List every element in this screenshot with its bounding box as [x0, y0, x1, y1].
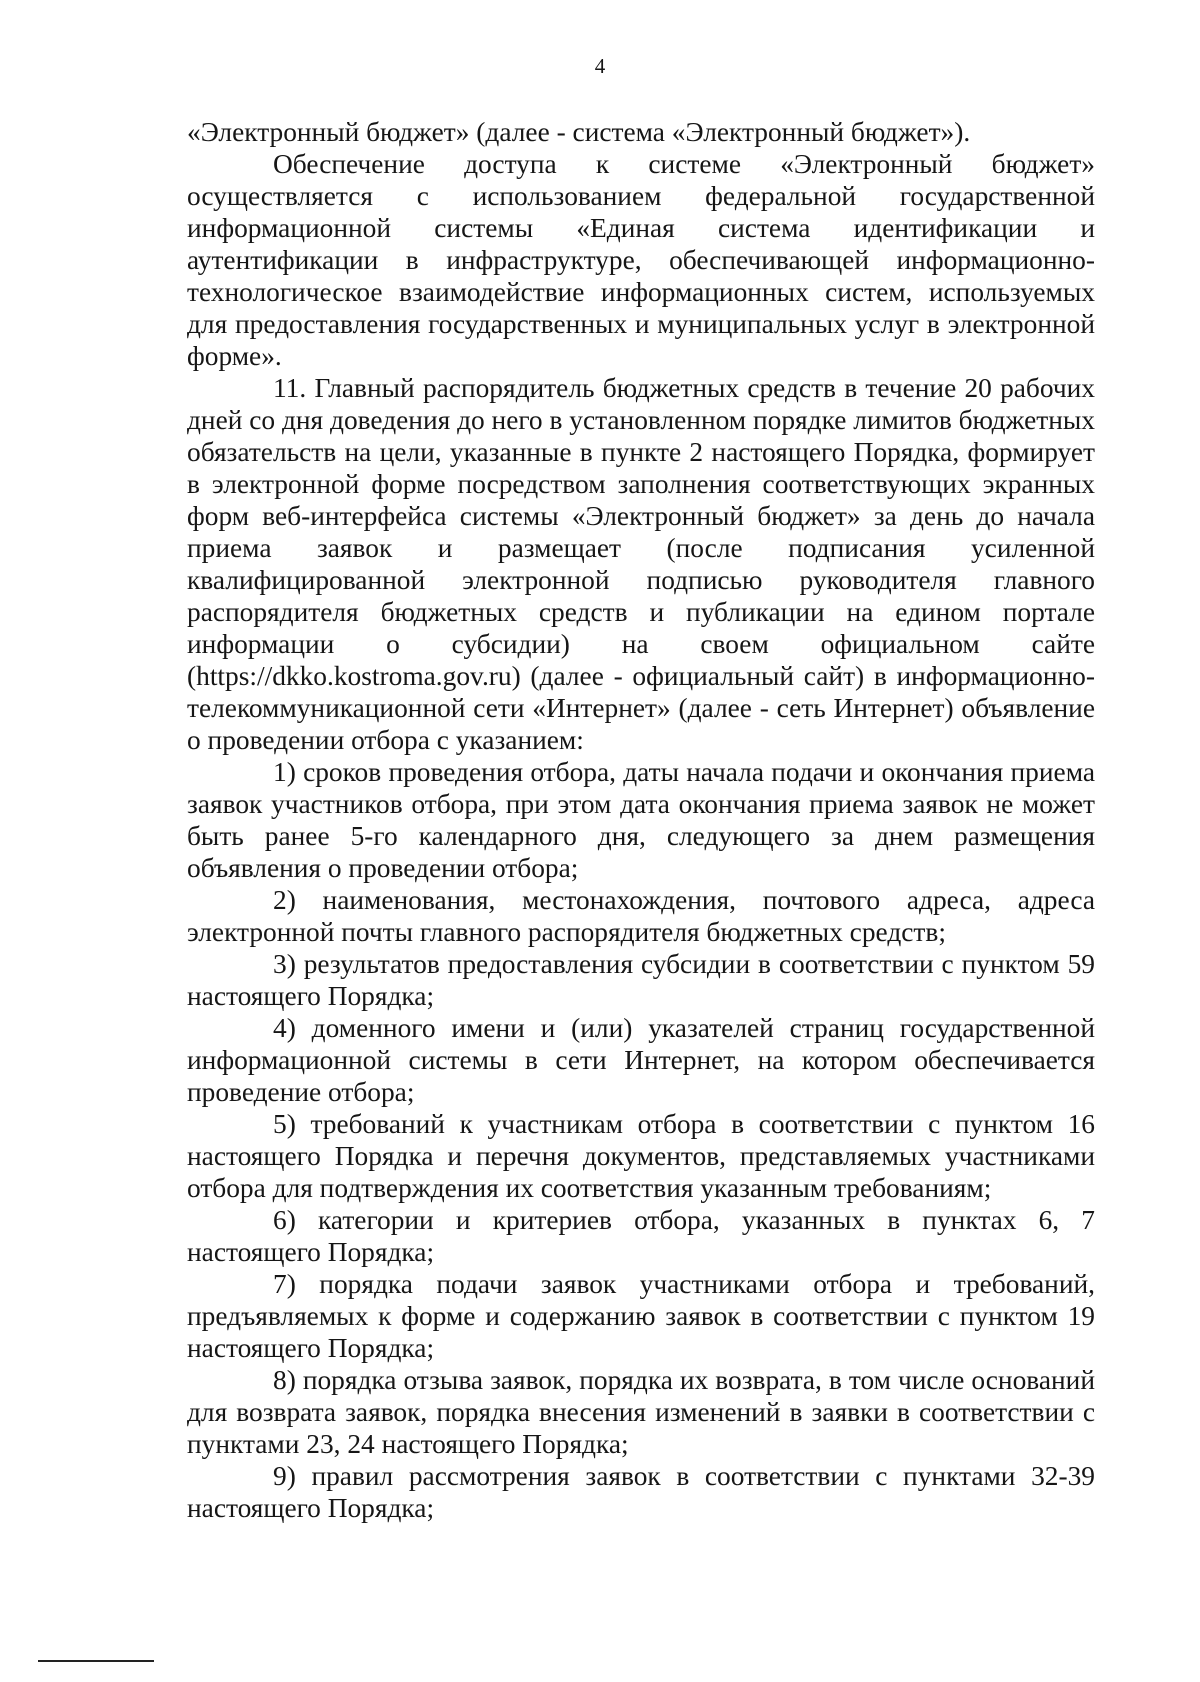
- page-number: 4: [594, 54, 606, 78]
- paragraph-access: Обеспечение доступа к системе «Электронный бюджет» осуществляется с использованием федеральной государственной информационной системы «Единая система идентификации и аутентификации в инфраструктуре, обеспечивающей информационно-технологическое взаимодействие информационных систем, используемых для предоставления государственных и муниципальных услуг в электронной форме».: [187, 149, 1095, 371]
- list-item-8: 8) порядка отзыва заявок, порядка их возврата, в том числе оснований для возврата заявок, порядка внесения изменений в заявки в соответствии с пунктами 23, 24 настоящего Порядка;: [187, 1365, 1095, 1459]
- list-item-5: 5) требований к участникам отбора в соответствии с пунктом 16 настоящего Порядка и перечня документов, представляемых участниками отбора для подтверждения их соответствия указанным требованиям;: [187, 1109, 1095, 1203]
- paragraph-item-11: 11. Главный распорядитель бюджетных средств в течение 20 рабочих дней со дня доведения до него в установленном порядке лимитов бюджетных обязательств на цели, указанные в пункте 2 настоящего Порядка, формирует в электронной форме посредством заполнения соответствующих экранных форм веб-интерфейса системы «Электронный бюджет» за день до начала приема заявок и размещает (после подписания усиленной квалифицированной электронной подписью руководителя главного распорядителя бюджетных средств и публикации на едином портале информации о субсидии) на своем официальном сайте (https://dkko.kostroma.gov.ru) (далее - официальный сайт) в информационно-телекоммуникационной сети «Интернет» (далее - сеть Интернет) объявление о проведении отбора с указанием:: [187, 373, 1095, 755]
- list-item-9: 9) правил рассмотрения заявок в соответствии с пунктами 32-39 настоящего Порядка;: [187, 1461, 1095, 1523]
- list-item-4: 4) доменного имени и (или) указателей страниц государственной информационной системы в сети Интернет, на котором обеспечивается проведение отбора;: [187, 1013, 1095, 1107]
- list-item-6: 6) категории и критериев отбора, указанных в пунктах 6, 7 настоящего Порядка;: [187, 1205, 1095, 1267]
- document-body: [187, 116, 1095, 1524]
- footnote-rule: [38, 1660, 154, 1662]
- list-item-1: 1) сроков проведения отбора, даты начала подачи и окончания приема заявок участников отбора, при этом дата окончания приема заявок не может быть ранее 5-го календарного дня, следующего за днем размещения объявления о проведении отбора;: [187, 757, 1095, 883]
- list-item-2: 2) наименования, местонахождения, почтового адреса, адреса электронной почты главного распорядителя бюджетных средств;: [187, 885, 1095, 947]
- list-item-7: 7) порядка подачи заявок участниками отбора и требований, предъявляемых к форме и содержанию заявок в соответствии с пунктом 19 настоящего Порядка;: [187, 1269, 1095, 1363]
- list-item-3: 3) результатов предоставления субсидии в соответствии с пунктом 59 настоящего Порядка;: [187, 949, 1095, 1011]
- paragraph-continuation: «Электронный бюджет» (далее - система «Электронный бюджет»).: [187, 117, 971, 147]
